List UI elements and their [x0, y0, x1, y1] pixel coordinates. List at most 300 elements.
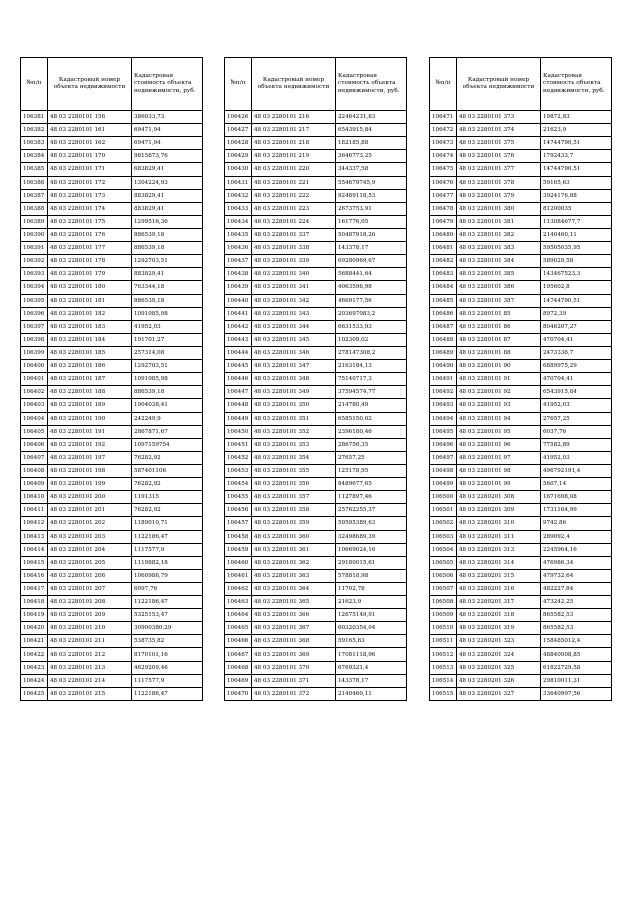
cell-cad-cost: 1119882,18 [132, 556, 203, 569]
table-row [225, 569, 407, 582]
cell-cad-cost: 683829,41 [132, 163, 203, 176]
cell-cad-num: 48 03 2280101 87 [457, 333, 541, 346]
cell-cad-cost: 41952,03 [541, 451, 612, 464]
cell-cad-cost: 1304224,93 [132, 176, 203, 189]
cell-cad-num: 48 03 2280101 218 [252, 137, 336, 150]
table-row [21, 215, 203, 228]
table-row [430, 386, 612, 399]
cell-cad-cost: 4669177,56 [336, 294, 407, 307]
cell-cad-num: 48 03 2280101 161 [48, 124, 132, 137]
cell-num: 106389 [21, 215, 48, 228]
cell-num: 106495 [430, 425, 457, 438]
cell-cad-cost: 278147308,2 [336, 346, 407, 359]
cell-cad-cost: 125178,95 [336, 464, 407, 477]
cell-cad-cost: 203697083,2 [336, 307, 407, 320]
cell-num: 106445 [225, 360, 252, 373]
cell-num: 106394 [21, 281, 48, 294]
cell-cad-cost: 470704,41 [541, 333, 612, 346]
cell-cad-cost: 50487918,26 [336, 228, 407, 241]
cell-num: 106419 [21, 609, 48, 622]
cell-cad-num: 48 03 2280101 358 [252, 504, 336, 517]
cell-cad-cost: 578818,98 [336, 569, 407, 582]
table-row [225, 255, 407, 268]
header-num: №п/п [430, 58, 457, 111]
cell-cad-num: 48 03 2280101 362 [252, 556, 336, 569]
cell-num: 106498 [430, 464, 457, 477]
cell-cad-cost: 12675149,91 [336, 609, 407, 622]
cell-cad-num: 48 03 2280101 354 [252, 451, 336, 464]
cell-num: 106510 [430, 622, 457, 635]
cell-cad-cost: 143378,17 [336, 674, 407, 687]
cell-cad-num: 48 03 2280101 368 [252, 635, 336, 648]
header-cad-cost: Кадастровая стоимость объекта недвижимости, руб. [132, 58, 203, 111]
cell-num: 106402 [21, 386, 48, 399]
cell-num: 106441 [225, 307, 252, 320]
cell-cad-cost: 6889975,29 [541, 360, 612, 373]
cell-cad-cost: 8489677,65 [336, 478, 407, 491]
cell-cad-num: 48 03 2280101 205 [48, 556, 132, 569]
cell-cad-cost: 14744790,51 [541, 294, 612, 307]
table-row [430, 530, 612, 543]
cell-cad-num: 48 03 2280101 176 [48, 228, 132, 241]
cell-cad-num: 48 03 2280101 170 [48, 150, 132, 163]
cell-num: 106453 [225, 464, 252, 477]
cell-cad-num: 48 03 2280101 199 [48, 478, 132, 491]
cell-cad-num: 48 03 2280101 188 [48, 386, 132, 399]
table-row [430, 150, 612, 163]
cell-cad-num: 48 03 2280101 96 [457, 438, 541, 451]
table-row [430, 268, 612, 281]
cell-cad-cost: 886539,18 [132, 294, 203, 307]
table-row [430, 111, 612, 124]
cell-cad-num: 48 03 2280101 343 [252, 307, 336, 320]
cell-num: 106388 [21, 202, 48, 215]
cell-cad-num: 48 03 2280101 190 [48, 412, 132, 425]
cell-cad-cost: 1191315 [132, 491, 203, 504]
table-row [21, 622, 203, 635]
table-header-row [430, 58, 612, 111]
cell-num: 106414 [21, 543, 48, 556]
table-row [21, 373, 203, 386]
cell-num: 106451 [225, 438, 252, 451]
cell-cad-cost: 2867871,67 [132, 425, 203, 438]
cell-cad-cost: 69471,94 [132, 124, 203, 137]
cell-cad-cost: 158485012,4 [541, 635, 612, 648]
cell-cad-num: 48 03 2280201 326 [457, 674, 541, 687]
cell-cad-cost: 41952,03 [541, 399, 612, 412]
cell-cad-cost: 1904038,41 [132, 399, 203, 412]
cell-num: 106446 [225, 373, 252, 386]
cell-num: 106408 [21, 464, 48, 477]
cell-cad-cost: 11702,78 [336, 582, 407, 595]
table-header-row [225, 58, 407, 111]
cell-num: 106460 [225, 556, 252, 569]
header-num: №п/п [225, 58, 252, 111]
cell-cad-cost: 76282,92 [132, 478, 203, 491]
table-row [225, 346, 407, 359]
header-cad-num: Кадастровый номер объекта недвижимости [252, 58, 336, 111]
cell-cad-cost: 8972,39 [541, 307, 612, 320]
cell-num: 106398 [21, 333, 48, 346]
table-row [21, 438, 203, 451]
cell-cad-cost: 587401106 [132, 464, 203, 477]
table-row [21, 582, 203, 595]
cell-num: 106424 [21, 674, 48, 687]
cell-cad-cost: 1117577,9 [132, 543, 203, 556]
cell-cad-cost: 61822729,58 [541, 661, 612, 674]
cell-num: 106413 [21, 530, 48, 543]
cell-cad-cost: 865582,53 [541, 622, 612, 635]
cell-cad-cost: 92489118,53 [336, 189, 407, 202]
cell-num: 106417 [21, 582, 48, 595]
table-row [430, 294, 612, 307]
cell-num: 106458 [225, 530, 252, 543]
cell-cad-num: 48 03 2280101 206 [48, 569, 132, 582]
cell-num: 106463 [225, 596, 252, 609]
cell-cad-cost: 886539,18 [132, 228, 203, 241]
table-row [225, 635, 407, 648]
cell-cad-cost: 8170101,16 [132, 648, 203, 661]
cell-cad-num: 48 03 2280101 92 [457, 386, 541, 399]
table-row [430, 556, 612, 569]
table-row [430, 635, 612, 648]
cell-num: 106438 [225, 268, 252, 281]
table-row [21, 124, 203, 137]
cell-cad-cost: 1091085,98 [132, 373, 203, 386]
cell-num: 106400 [21, 360, 48, 373]
cell-cad-num: 48 03 2280201 313 [457, 543, 541, 556]
table-row [225, 373, 407, 386]
cell-cad-num: 48 03 2280101 373 [457, 111, 541, 124]
cell-cad-num: 48 03 2280101 385 [457, 268, 541, 281]
table-row [21, 425, 203, 438]
cell-cad-cost: 2396180,46 [336, 425, 407, 438]
cell-num: 106430 [225, 163, 252, 176]
cell-num: 106385 [21, 163, 48, 176]
cell-cad-num: 48 03 2280101 348 [252, 373, 336, 386]
table-row [430, 622, 612, 635]
cell-cad-num: 48 03 2280201 323 [457, 635, 541, 648]
table-row [21, 268, 203, 281]
cell-num: 106512 [430, 648, 457, 661]
table-row [21, 609, 203, 622]
cell-cad-num: 48 03 2280101 207 [48, 582, 132, 595]
cell-cad-cost: 29810011,31 [541, 674, 612, 687]
table-row [430, 333, 612, 346]
cell-cad-cost: 6543915,84 [336, 124, 407, 137]
cell-cad-num: 48 03 2280101 185 [48, 346, 132, 359]
cell-num: 106473 [430, 137, 457, 150]
cell-cad-cost: 102309,02 [336, 333, 407, 346]
cell-cad-num: 48 03 2280101 213 [48, 661, 132, 674]
cell-num: 106469 [225, 674, 252, 687]
cell-cad-num: 48 03 2280101 156 [48, 111, 132, 124]
cell-num: 106478 [430, 202, 457, 215]
cell-num: 106505 [430, 556, 457, 569]
table-row [430, 543, 612, 556]
cell-cad-cost: 1091085,98 [132, 307, 203, 320]
cell-num: 106405 [21, 425, 48, 438]
table-row [225, 189, 407, 202]
cell-cad-num: 48 03 2280101 378 [457, 176, 541, 189]
cell-num: 106412 [21, 517, 48, 530]
cell-cad-num: 48 03 2280101 173 [48, 189, 132, 202]
table-row [225, 307, 407, 320]
cell-num: 106509 [430, 609, 457, 622]
cell-cad-num: 48 03 2280101 345 [252, 333, 336, 346]
table-row [21, 648, 203, 661]
table-row [225, 399, 407, 412]
table-row [21, 294, 203, 307]
cell-num: 106397 [21, 320, 48, 333]
cell-cad-cost: 482227,84 [541, 582, 612, 595]
cell-cad-cost: 143467523,3 [541, 268, 612, 281]
table-row [430, 373, 612, 386]
cell-num: 106382 [21, 124, 48, 137]
cell-num: 106395 [21, 294, 48, 307]
cell-cad-num: 48 03 2280101 198 [48, 464, 132, 477]
table-row [225, 596, 407, 609]
table-row [430, 137, 612, 150]
cell-cad-cost: 289092,4 [541, 530, 612, 543]
table-row [225, 176, 407, 189]
cell-cad-cost: 191701,27 [132, 333, 203, 346]
cell-cad-cost: 21623,9 [336, 596, 407, 609]
cell-num: 106422 [21, 648, 48, 661]
table-row [21, 530, 203, 543]
table-row [225, 281, 407, 294]
cell-cad-num: 48 03 2280201 319 [457, 622, 541, 635]
cell-cad-cost: 113084677,7 [541, 215, 612, 228]
cell-num: 106492 [430, 386, 457, 399]
cell-cad-num: 48 03 2280101 223 [252, 202, 336, 215]
cell-cad-cost: 9742,86 [541, 517, 612, 530]
cell-cad-num: 48 03 2280201 309 [457, 504, 541, 517]
cell-cad-num: 48 03 2280101 346 [252, 346, 336, 359]
cell-cad-num: 48 03 2280101 181 [48, 294, 132, 307]
cell-cad-num: 48 03 2280101 357 [252, 491, 336, 504]
cell-num: 106391 [21, 242, 48, 255]
table-row [225, 648, 407, 661]
table-row [225, 333, 407, 346]
cell-cad-num: 48 03 2280101 376 [457, 150, 541, 163]
table-row [430, 517, 612, 530]
cell-cad-num: 48 03 2280101 338 [252, 242, 336, 255]
cell-cad-num: 48 03 2280101 212 [48, 648, 132, 661]
table-row [430, 242, 612, 255]
cell-num: 106428 [225, 137, 252, 150]
cell-cad-cost: 8046207,27 [541, 320, 612, 333]
cell-cad-num: 48 03 2280101 180 [48, 281, 132, 294]
cell-num: 106383 [21, 137, 48, 150]
table-row [430, 648, 612, 661]
cell-num: 106435 [225, 228, 252, 241]
cell-cad-num: 48 03 2280101 209 [48, 609, 132, 622]
cell-num: 106482 [430, 255, 457, 268]
table-row [430, 307, 612, 320]
cell-cad-cost: 476986,34 [541, 556, 612, 569]
cell-num: 106486 [430, 307, 457, 320]
cell-cad-cost: 76282,92 [132, 451, 203, 464]
cell-cad-num: 48 03 2280101 183 [48, 320, 132, 333]
table-row [225, 124, 407, 137]
table-row [21, 399, 203, 412]
cell-num: 106403 [21, 399, 48, 412]
table-row [225, 674, 407, 687]
cell-cad-cost: 41952,03 [132, 320, 203, 333]
cell-cad-num: 48 03 2280101 360 [252, 530, 336, 543]
table-row [225, 294, 407, 307]
cell-num: 106418 [21, 596, 48, 609]
cell-cad-cost: 589029,58 [541, 255, 612, 268]
cell-cad-cost: 77582,89 [541, 438, 612, 451]
cell-cad-num: 48 03 2280101 369 [252, 648, 336, 661]
cell-cad-cost: 886539,18 [132, 386, 203, 399]
cell-num: 106436 [225, 242, 252, 255]
table-row [21, 635, 203, 648]
cell-cad-num: 48 03 2280101 340 [252, 268, 336, 281]
table-row [21, 111, 203, 124]
table-row [225, 451, 407, 464]
cell-num: 106406 [21, 438, 48, 451]
cell-num: 106496 [430, 438, 457, 451]
cell-cad-num: 48 03 2280101 171 [48, 163, 132, 176]
cell-cad-num: 48 03 2280201 316 [457, 582, 541, 595]
table-row [225, 360, 407, 373]
cell-cad-cost: 6097,76 [132, 582, 203, 595]
table-row [21, 228, 203, 241]
cell-num: 106423 [21, 661, 48, 674]
cell-num: 106440 [225, 294, 252, 307]
cell-num: 106459 [225, 543, 252, 556]
table-row [225, 137, 407, 150]
cell-cad-cost: 1671698,08 [541, 491, 612, 504]
cell-cad-num: 48 03 2280101 375 [457, 137, 541, 150]
cell-num: 106466 [225, 635, 252, 648]
cell-cad-cost: 22464231,83 [336, 111, 407, 124]
cell-cad-cost: 29180015,61 [336, 556, 407, 569]
cell-cad-num: 48 03 2280201 311 [457, 530, 541, 543]
cell-cad-num: 48 03 2280101 178 [48, 255, 132, 268]
cell-num: 106442 [225, 320, 252, 333]
cell-cad-cost: 59165,63 [336, 635, 407, 648]
cell-cad-num: 48 03 2280101 182 [48, 307, 132, 320]
cell-cad-cost: 257314,08 [132, 346, 203, 359]
cell-num: 106431 [225, 176, 252, 189]
cell-cad-num: 48 03 2280101 352 [252, 425, 336, 438]
cell-cad-num: 48 03 2280101 162 [48, 137, 132, 150]
table-row [225, 609, 407, 622]
cell-cad-cost: 1060986,79 [132, 569, 203, 582]
cell-cad-num: 48 03 2280101 371 [252, 674, 336, 687]
cell-num: 106507 [430, 582, 457, 595]
cell-cad-num: 48 03 2280101 189 [48, 399, 132, 412]
cell-cad-cost: 4629209,46 [132, 661, 203, 674]
table-row [225, 622, 407, 635]
cell-num: 106479 [430, 215, 457, 228]
cell-num: 106465 [225, 622, 252, 635]
cell-num: 106483 [430, 268, 457, 281]
cell-cad-cost: 470704,41 [541, 373, 612, 386]
cell-num: 106411 [21, 504, 48, 517]
cell-cad-num: 48 03 2280101 93 [457, 399, 541, 412]
cell-cad-cost: 76282,92 [132, 504, 203, 517]
cell-cad-cost: 1122186,47 [132, 687, 203, 700]
table-row [430, 399, 612, 412]
cell-num: 106387 [21, 189, 48, 202]
cell-cad-num: 48 03 2280101 350 [252, 399, 336, 412]
table-row [430, 438, 612, 451]
cell-cad-cost: 9815873,76 [132, 150, 203, 163]
cell-num: 106447 [225, 386, 252, 399]
table-row [225, 412, 407, 425]
cell-cad-num: 48 03 2280201 314 [457, 556, 541, 569]
cell-num: 106407 [21, 451, 48, 464]
cell-cad-num: 48 03 2280101 186 [48, 360, 132, 373]
cell-cad-num: 48 03 2280101 91 [457, 373, 541, 386]
cell-cad-cost: 48840008,85 [541, 648, 612, 661]
cell-cad-num: 48 03 2280101 366 [252, 609, 336, 622]
cell-cad-cost: 883829,41 [132, 202, 203, 215]
cell-cad-cost: 344337,58 [336, 163, 407, 176]
table-row [430, 346, 612, 359]
cell-num: 106481 [430, 242, 457, 255]
cell-cad-cost: 865582,53 [541, 609, 612, 622]
cell-cad-num: 48 03 2280101 224 [252, 215, 336, 228]
cell-num: 106499 [430, 478, 457, 491]
cell-cad-cost: 1292703,51 [132, 255, 203, 268]
table-row [225, 202, 407, 215]
table-row [225, 687, 407, 700]
cell-cad-num: 48 03 2280101 220 [252, 163, 336, 176]
cell-num: 106511 [430, 635, 457, 648]
table-row [21, 478, 203, 491]
table-row [21, 189, 203, 202]
table-row [225, 268, 407, 281]
cell-num: 106444 [225, 346, 252, 359]
cell-num: 106450 [225, 425, 252, 438]
cell-cad-num: 48 03 2280101 337 [252, 228, 336, 241]
table-row [21, 281, 203, 294]
cell-num: 106455 [225, 491, 252, 504]
cell-cad-cost: 763344,18 [132, 281, 203, 294]
cell-cad-cost: 182185,88 [336, 137, 407, 150]
table-row [225, 242, 407, 255]
cell-num: 106474 [430, 150, 457, 163]
table-row [225, 386, 407, 399]
cell-num: 106487 [430, 320, 457, 333]
cell-cad-num: 48 03 2280101 192 [48, 438, 132, 451]
cell-cad-num: 48 03 2280201 324 [457, 648, 541, 661]
table-row [430, 478, 612, 491]
table-row [430, 425, 612, 438]
cell-cad-cost: 143378,17 [336, 242, 407, 255]
cell-num: 106480 [430, 228, 457, 241]
cell-cad-num: 48 03 2280101 219 [252, 150, 336, 163]
cell-cad-num: 48 03 2280101 172 [48, 176, 132, 189]
cell-cad-num: 48 03 2280101 372 [252, 687, 336, 700]
cell-cad-num: 48 03 2280101 204 [48, 543, 132, 556]
table-row [225, 464, 407, 477]
cell-cad-num: 48 03 2280101 95 [457, 425, 541, 438]
cell-cad-cost: 1097159754 [132, 438, 203, 451]
cell-cad-num: 48 03 2280101 217 [252, 124, 336, 137]
table-row [430, 176, 612, 189]
table-row [21, 176, 203, 189]
cell-cad-cost: 2473336,7 [541, 346, 612, 359]
cell-cad-cost: 1792433,7 [541, 150, 612, 163]
table-row [21, 674, 203, 687]
